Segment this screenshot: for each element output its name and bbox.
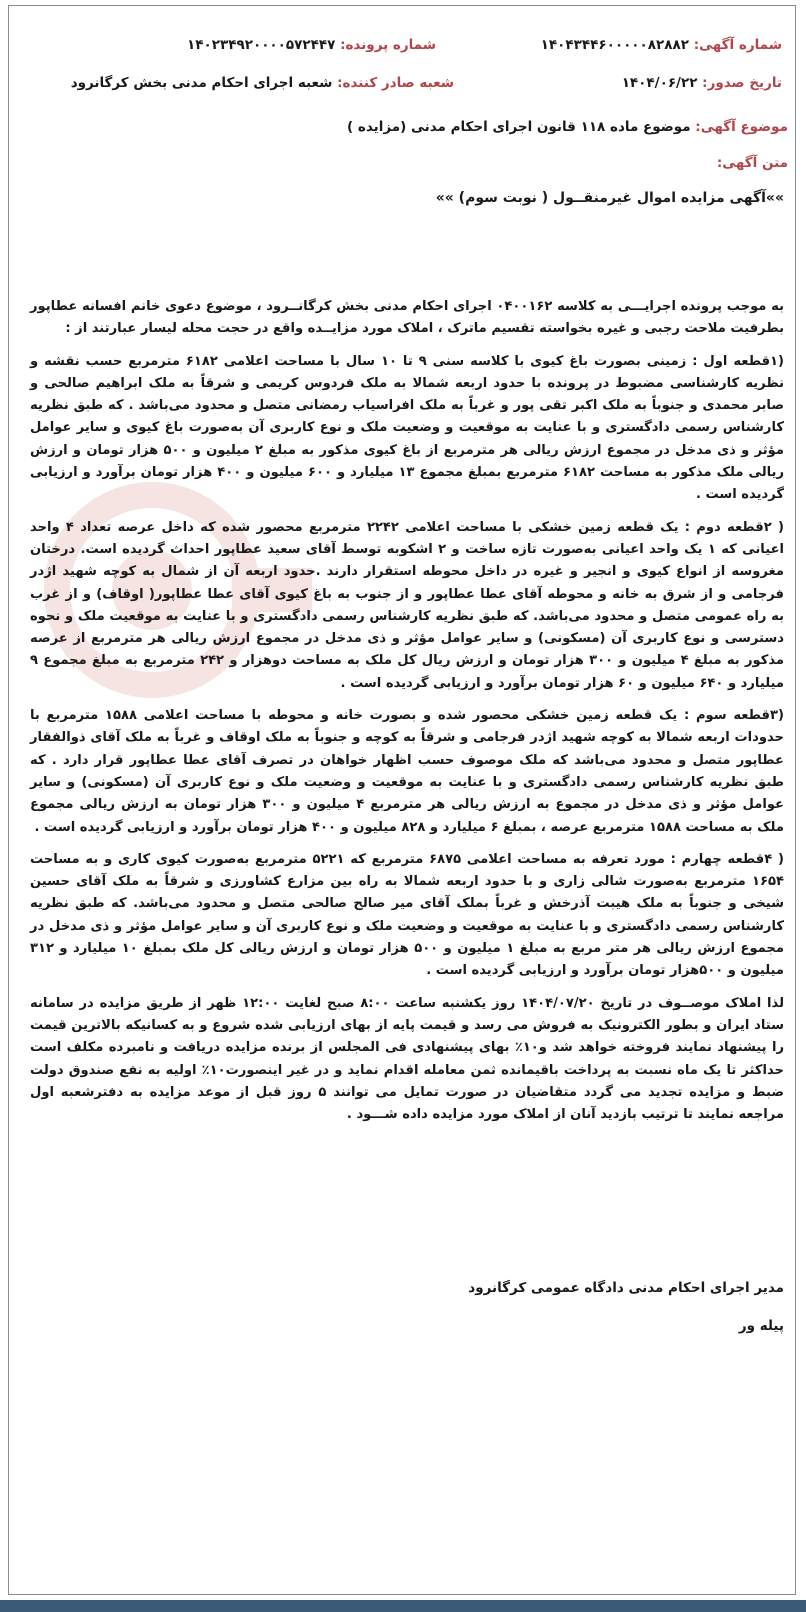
auction-terms-paragraph: لذا املاک موصــوف در تاریخ ۱۴۰۴/۰۷/۲۰ روز یکشنبه ساعت ۸:۰۰ صبح لغایت ۱۲:۰۰ ظهر از طریق مزایده در سامانه ستاد ایران و بطور الکترونیک به فروش می رسد و قیمت پایه از بهای ارزیابی شده شروع و به کسانیکه بالاترین قیمت را پیشنهاد نمایند فروخته خواهد شد و۱۰٪ بهای پیشنهادی فی المجلس از برنده مزایده دریافت و نامبرده مکلف است حداکثر تا یک ماه نسبت به پرداخت باقیمانده ثمن معامله اقدام نماید و در غیر اینصورت۱۰٪ اولیه به نفع صندوق دولت ضبط و مزایده تجدید می گردد متقاضیان در صورت تمایل می توانند ۵ روز قبل از موعد مزایده به دفترشعبه اول مراجعه نمایند تا ترتیب بازدید آنان از املاک مورد مزایده داده شـــود . [30,995,784,1123]
parcel-1-paragraph: (۱قطعه اول : زمینی بصورت باغ کیوی با کلاسه سنی ۹ تا ۱۰ سال با مساحت اعلامی ۶۱۸۲ مترمربع حسب نقشه و نظریه کارشناسی مضبوط در پرونده با حدود اربعه شمالا به ملک فردوس کریمی و شرقاً به ملک ابراهیم صالحی و صابر محمدی و جنوباً به ملک اکبر تقی پور و غرباً به ملک افراسیاب رمضانی متصل و محدود می‌باشد . که طبق نظریه کارشناس رسمی دادگستری و با عنایت به موقعیت و وضعیت ملک و نوع کاربری آن به‌صورت باغ کیوی و سایر عوامل مؤثر و ذی مدخل در مجموع ارزش ریالی هر مترمربع از باغ کیوی مذکور به مبلغ ۲ میلیون و ۵۰۰ هزار تومان و ارزش ریالی ملک مذکور به مساحت ۶۱۸۲ مترمربع بمبلغ مجموع ۱۳ میلیارد و ۶۰۰ میلیون و ۴۰۰ هزار تومان برآورد و ارزیابی گردیده است . [30,353,785,503]
parcel-4-paragraph: ( ۴قطعه چهارم : مورد تعرفه به مساحت اعلامی ۶۸۷۵ مترمربع که ۵۲۲۱ مترمربع به‌صورت کیوی کاری و به مساحت ۱۶۵۴ مترمربع به‌صورت شالی زاری و با حدود اربعه شمالا به راه بین مزارع کشاورزی و شرقاً به ملک آقای حسین شیخی و جنوباً به ملک هیبت آذرخش و غرباً بملک آقای میر صالح صالحی متصل و محدود می‌باشد. که طبق نظریه کارشناس رسمی دادگستری و با عنایت به موقعیت و وضعیت ملک و نوع کاربری آن و سایر عوامل مؤثر و ذی مدخل در مجموع ارزش ریالی هر متر مربع به مبلغ ۱ میلیون و ۵۰۰ هزار تومان و ارزش ریالی کل ملک بمبلغ ۱۰ میلیارد و ۳۱۲ میلیون و ۵۰۰هزار تومان برآورد و ارزیابی گردیده است . [30,851,784,979]
signature-name: پیله ور [738,1318,784,1334]
subject-value: موضوع ماده ۱۱۸ قانون اجرای احکام مدنی (مزایده ) [347,119,691,135]
notice-heading: »»آگهی مزایده اموال غیرمنقــول ( نوبت سوم) »» [435,190,784,206]
intro-paragraph: به موجب پرونده اجرایـــی به کلاسه ۰۴۰۰۱۶۲ اجرای احکام مدنی بخش کرگانــرود ، موضوع دعوی خانم افسانه عطاپور بطرفیت ملاحت رجبی و غیره بخواسته تقسیم ماترک ، املاک مورد مزایــده واقع در حجت محله لیسار عبارتند از : [30,299,784,337]
case-number-value: ۱۴۰۲۳۴۹۲۰۰۰۰۵۷۲۴۴۷ [187,37,336,53]
subject-label: موضوع آگهی: [695,119,788,135]
parcel-3-paragraph: (۳قطعه سوم : یک قطعه زمین خشکی محصور شده و بصورت خانه و محوطه با مساحت اعلامی ۱۵۸۸ مترمربع با حدودات اربعه شمالا به کوچه شهید اژدر فرجامی و شرقاً به کوچه و جنوباً به ملک اوقاف و غرباً به ملک آقای ذوالفقار عطاپور متصل و محدود می‌باشد که ملک موصوف حسب اظهار خواهان در تصرف آقای عطا عطاپور قرار دارد . که طبق نظریه کارشناس رسمی دادگستری و با عنایت به موقعیت و وضعیت ملک و نوع کاربری آن (مسکونی) و سایر عوامل مؤثر و ذی مدخل در مجموع به ارزش ریالی هر مترمربع ۴ میلیون و ۳۰۰ هزار تومان به ارزش ریالی مجموع ملک به مساحت ۱۵۸۸ مترمربع عرصه ، بمبلغ ۶ میلیارد و ۸۲۸ میلیون و ۴۰۰ هزار تومان برآورد و ارزیابی گردیده است . [30,708,784,835]
subject-row [48,118,788,154]
case-number-label: شماره پرونده: [340,37,436,53]
issue-date-label: تاریخ صدور: [702,75,782,91]
parcel-2-paragraph: ( ۲قطعه دوم : یک قطعه زمین خشکی با مساحت اعلامی ۲۲۴۲ مترمربع محصور شده که داخل عرصه تعداد ۴ واحد اعیانی که ۱ یک واحد اعیانی به‌صورت تازه ساخت و ۲ اشکوبه توسط آقای سعید عطاپور احداث گردیده است. درختان مغروسه از انواع کیوی و انجیر و غیره در داخل محوطه استقرار دارند .حدود اربعه آن از شمال به کوچه شهید اژدر فرجامی و از شرق به خانه و محوطه آقای عطا عطاپور و از جنوب به باغ کیوی آقای عطا عطاپور( اوقاف) و از غرب به راه عمومی متصل و محدود می‌باشد. که طبق نظریه کارشناس رسمی دادگستری و با عنایت به موقعیت ملک و نحوه دسترسی و نوع کاربری آن (مسکونی) و سایر عوامل مؤثر و ذی مدخل در مجموع ارزش ریالی هر مترمربع از عرصه مذکور به مبلغ ۴ میلیون و ۳۰۰ هزار تومان و ارزش ریال کل ملک به مساحت دوهزار و ۲۴۲ مترمربع به مبلغ مجموع ۹ میلیارد و ۶۴۰ میلیون و ۶۰ هزار تومان برآورد و ارزیابی گردیده است . [30,519,785,691]
notice-text-row [48,154,788,190]
subject-block [48,118,788,190]
signature-title: مدیر اجرای احکام مدنی دادگاه عمومی کرگانرود [468,1280,784,1296]
issuer-row [71,74,454,92]
issuer-value: شعبه اجرای احکام مدنی بخش کرگانرود [70,75,333,91]
case-number-row [187,36,436,54]
notice-text-label: متن آگهی: [716,155,788,171]
ad-number-row [541,36,782,54]
issue-date-row [622,74,782,92]
ad-number-label: شماره آگهی: [693,37,782,53]
notice-body [30,296,784,1136]
issue-date-value: ۱۴۰۴/۰۶/۲۲ [621,75,698,91]
issuer-label: شعبه صادر کننده: [337,75,454,91]
bottom-bar [0,1600,806,1612]
ad-number-value: ۱۴۰۴۳۴۴۶۰۰۰۰۰۸۲۸۸۲ [540,37,689,53]
